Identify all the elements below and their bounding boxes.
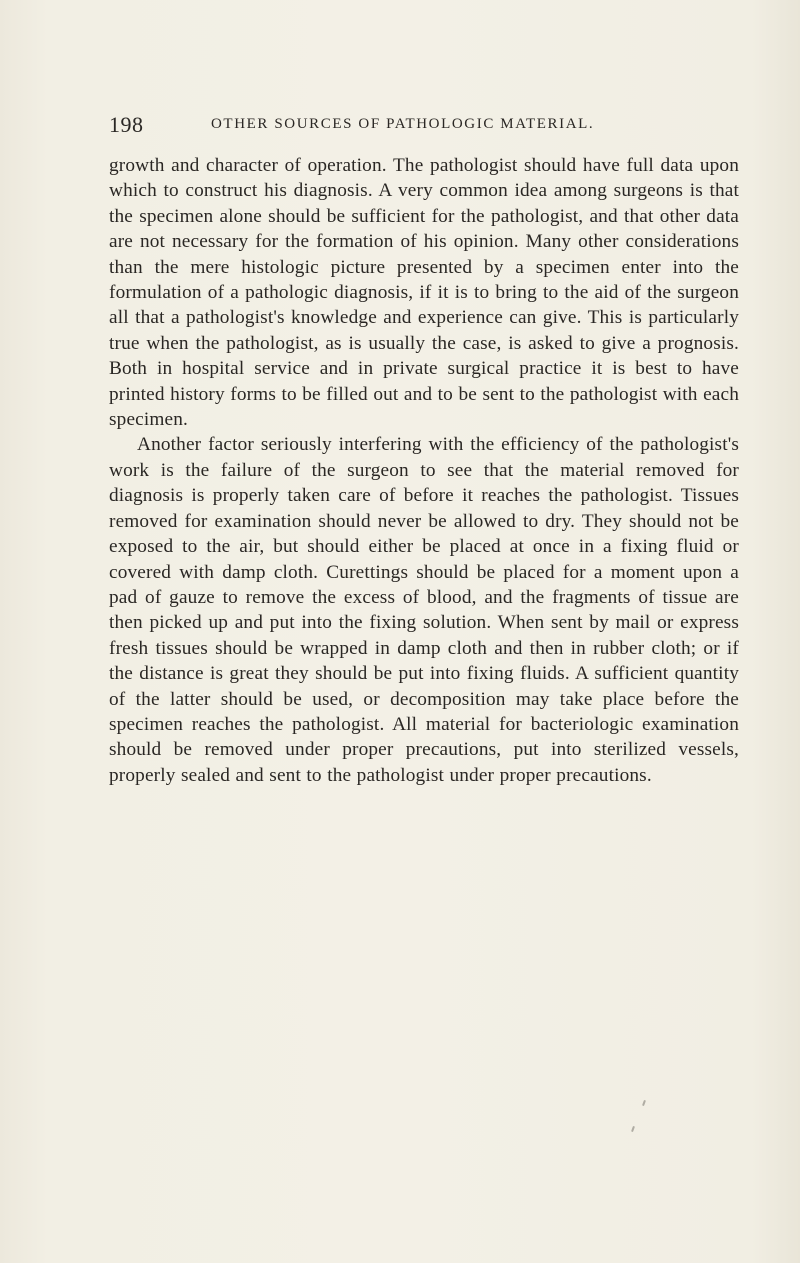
paragraph-1: growth and character of operation. The pathologist should have full data upon which to construct his diagnosis. A very common idea among surgeons is that the specimen alone should be sufficient for the pathologist, and that other data are not necessary for the formation of his opinion. Many other considerations than the mere histologic picture presented by a specimen enter into the formulation of a pathologic diagnosis, if it is to bring to the aid of the surgeon all that a pathologist's knowledge and experience can give. This is particularly true when the pathologist, as is usually the case, is asked to give a prognosis. Both in hospital service and in private surgical practice it is best to have printed history forms to be filled out and to be sent to the pathologist with each specimen.	[109, 155, 739, 431]
paper-speck	[631, 1126, 635, 1132]
running-title: OTHER SOURCES OF PATHOLOGIC MATERIAL.	[211, 116, 595, 132]
page-number: 198	[109, 112, 144, 137]
paragraph-2: Another factor seriously interfering with the efficiency of the pathologist's work is the failure of the surgeon to see that the material removed for diagnosis is properly taken care of before it reaches the pathologist. Tissues removed for examination should never be allowed to dry. They should not be exposed to the air, but should either be placed at once in a fixing fluid or covered with damp cloth. Curettings should be placed for a moment upon a pad of gauze to remove the excess of blood, and the fragments of tissue are then picked up and put into the fixing solution. When sent by mail or express fresh tissues should be wrapped in damp cloth and then in rubber cloth; or if the distance is great they should be put into fixing fluids. A sufficient quantity of the latter should be used, or decomposition may take place before the specimen reaches the pathologist. All material for bacteriologic examination should be removed under proper precautions, put into sterilized vessels, properly sealed and sent to the pathologist under proper precautions.	[109, 434, 739, 786]
running-head	[109, 112, 749, 138]
paper-speck	[642, 1100, 646, 1106]
body-text	[109, 153, 739, 788]
